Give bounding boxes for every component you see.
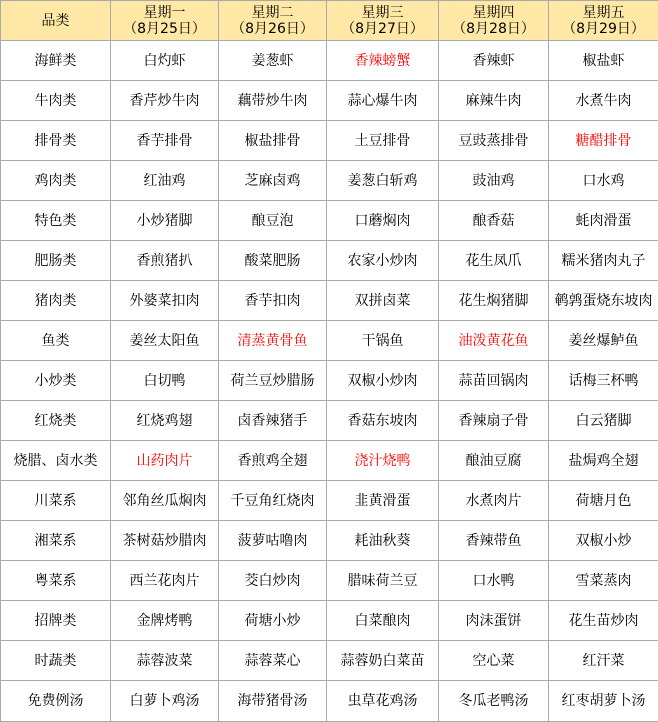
- dish-cell: 蒜蓉奶白菜苗: [327, 641, 439, 681]
- dish-cell: 酿香菇: [439, 201, 549, 241]
- dish-cell: 豉油鸡: [439, 161, 549, 201]
- dish-cell: 外婆菜扣肉: [111, 281, 219, 321]
- dish-cell: 口蘑焖肉: [327, 201, 439, 241]
- table-row: [1, 321, 658, 361]
- table-row: [1, 121, 658, 161]
- table-row: [1, 361, 658, 401]
- dish-cell: 水煮牛肉: [549, 81, 658, 121]
- dish-cell: 海带猪骨汤: [219, 681, 327, 722]
- dish-cell: 香辣带鱼: [439, 521, 549, 561]
- dish-cell: 虫草花鸡汤: [327, 681, 439, 722]
- category-cell: 特色类: [1, 201, 111, 241]
- dish-cell: 清蒸黄骨鱼: [219, 321, 327, 361]
- dish-cell: 蒜蓉菜心: [219, 641, 327, 681]
- dish-cell: 酿油豆腐: [439, 441, 549, 481]
- day-date: （8月28日）: [441, 21, 546, 37]
- day-header: [111, 1, 219, 41]
- dish-cell: 姜丝爆鲈鱼: [549, 321, 658, 361]
- dish-cell: 水煮肉片: [439, 481, 549, 521]
- dish-cell: 糯米猪肉丸子: [549, 241, 658, 281]
- day-header: [439, 1, 549, 41]
- day-header: [219, 1, 327, 41]
- dish-cell: 浇汁烧鸭: [327, 441, 439, 481]
- dish-cell: 干锅鱼: [327, 321, 439, 361]
- dish-cell: 土豆排骨: [327, 121, 439, 161]
- category-header: 品类: [1, 1, 111, 41]
- dish-cell: 油泼黄花鱼: [439, 321, 549, 361]
- dish-cell: 白萝卜鸡汤: [111, 681, 219, 722]
- table-row: [1, 241, 658, 281]
- menu-header: [1, 1, 658, 41]
- dish-cell: 红烧鸡翅: [111, 401, 219, 441]
- dish-cell: 西兰花肉片: [111, 561, 219, 601]
- day-date: （8月26日）: [221, 21, 324, 37]
- day-name: 星期五: [551, 5, 656, 21]
- dish-cell: 口水鸡: [549, 161, 658, 201]
- dish-cell: 姜葱白斩鸡: [327, 161, 439, 201]
- day-header: [549, 1, 658, 41]
- category-cell: 红烧类: [1, 401, 111, 441]
- dish-cell: 茭白炒肉: [219, 561, 327, 601]
- dish-cell: 盐焗鸡全翅: [549, 441, 658, 481]
- dish-cell: 白灼虾: [111, 41, 219, 81]
- day-header: [327, 1, 439, 41]
- category-cell: 烧腊、卤水类: [1, 441, 111, 481]
- dish-cell: 山药肉片: [111, 441, 219, 481]
- dish-cell: 小炒猪脚: [111, 201, 219, 241]
- dish-cell: 邻角丝瓜焖肉: [111, 481, 219, 521]
- table-row: [1, 161, 658, 201]
- category-cell: 猪肉类: [1, 281, 111, 321]
- day-name: 星期四: [441, 5, 546, 21]
- category-cell: 肥肠类: [1, 241, 111, 281]
- table-row: [1, 481, 658, 521]
- day-date: （8月25日）: [113, 21, 216, 37]
- day-name: 星期二: [221, 5, 324, 21]
- dish-cell: 蒜心爆牛肉: [327, 81, 439, 121]
- table-row: [1, 601, 658, 641]
- table-row: [1, 201, 658, 241]
- day-name: 星期一: [113, 5, 216, 21]
- dish-cell: 双椒小炒肉: [327, 361, 439, 401]
- category-cell: 小炒类: [1, 361, 111, 401]
- dish-cell: 雪菜蒸肉: [549, 561, 658, 601]
- dish-cell: 冬瓜老鸭汤: [439, 681, 549, 722]
- dish-cell: 花生焖猪脚: [439, 281, 549, 321]
- table-row: [1, 681, 658, 722]
- dish-cell: 香煎鸡全翅: [219, 441, 327, 481]
- table-row: [1, 81, 658, 121]
- table-row: [1, 281, 658, 321]
- menu-body: [1, 41, 658, 722]
- dish-cell: 花生凤爪: [439, 241, 549, 281]
- dish-cell: 椒盐排骨: [219, 121, 327, 161]
- table-row: [1, 521, 658, 561]
- dish-cell: 豆豉蒸排骨: [439, 121, 549, 161]
- dish-cell: 双拼卤菜: [327, 281, 439, 321]
- dish-cell: 姜丝太阳鱼: [111, 321, 219, 361]
- dish-cell: 花生苗炒肉: [549, 601, 658, 641]
- category-cell: 时蔬类: [1, 641, 111, 681]
- dish-cell: 金牌烤鸭: [111, 601, 219, 641]
- dish-cell: 香芹炒牛肉: [111, 81, 219, 121]
- category-cell: 排骨类: [1, 121, 111, 161]
- category-cell: 粤菜系: [1, 561, 111, 601]
- dish-cell: 口水鸭: [439, 561, 549, 601]
- dish-cell: 白切鸭: [111, 361, 219, 401]
- dish-cell: 千豆角红烧肉: [219, 481, 327, 521]
- dish-cell: 糖醋排骨: [549, 121, 658, 161]
- category-cell: 牛肉类: [1, 81, 111, 121]
- dish-cell: 蒜苗回锅肉: [439, 361, 549, 401]
- dish-cell: 椒盐虾: [549, 41, 658, 81]
- dish-cell: 麻辣牛肉: [439, 81, 549, 121]
- dish-cell: 芝麻卤鸡: [219, 161, 327, 201]
- dish-cell: 香辣扇子骨: [439, 401, 549, 441]
- header-row: [1, 1, 658, 41]
- dish-cell: 卤香辣猪手: [219, 401, 327, 441]
- category-cell: 鱼类: [1, 321, 111, 361]
- dish-cell: 白云猪脚: [549, 401, 658, 441]
- category-cell: 招牌类: [1, 601, 111, 641]
- day-date: （8月27日）: [329, 21, 436, 37]
- category-cell: 鸡肉类: [1, 161, 111, 201]
- category-cell: 免费例汤: [1, 681, 111, 722]
- dish-cell: 姜葱虾: [219, 41, 327, 81]
- table-row: [1, 441, 658, 481]
- dish-cell: 鹌鹑蛋烧东坡肉: [549, 281, 658, 321]
- dish-cell: 香辣虾: [439, 41, 549, 81]
- dish-cell: 菠萝咕噜肉: [219, 521, 327, 561]
- dish-cell: 双椒小炒: [549, 521, 658, 561]
- dish-cell: 蒜蓉波菜: [111, 641, 219, 681]
- dish-cell: 香菇东坡肉: [327, 401, 439, 441]
- dish-cell: 红油鸡: [111, 161, 219, 201]
- dish-cell: 香芋排骨: [111, 121, 219, 161]
- dish-cell: 红枣胡萝卜汤: [549, 681, 658, 722]
- dish-cell: 荷塘小炒: [219, 601, 327, 641]
- dish-cell: 藕带炒牛肉: [219, 81, 327, 121]
- dish-cell: 香辣螃蟹: [327, 41, 439, 81]
- dish-cell: 肉沫蛋饼: [439, 601, 549, 641]
- dish-cell: 话梅三杯鸭: [549, 361, 658, 401]
- dish-cell: 韭黄滑蛋: [327, 481, 439, 521]
- table-row: [1, 401, 658, 441]
- dish-cell: 香芋扣肉: [219, 281, 327, 321]
- category-cell: 川菜系: [1, 481, 111, 521]
- dish-cell: 耗油秋葵: [327, 521, 439, 561]
- table-row: [1, 561, 658, 601]
- dish-cell: 红汗菜: [549, 641, 658, 681]
- dish-cell: 空心菜: [439, 641, 549, 681]
- dish-cell: 香煎猪扒: [111, 241, 219, 281]
- category-cell: 湘菜系: [1, 521, 111, 561]
- day-name: 星期三: [329, 5, 436, 21]
- dish-cell: 白菜酿肉: [327, 601, 439, 641]
- category-cell: 海鲜类: [1, 41, 111, 81]
- dish-cell: 荷塘月色: [549, 481, 658, 521]
- table-row: [1, 41, 658, 81]
- dish-cell: 农家小炒肉: [327, 241, 439, 281]
- dish-cell: 腊味荷兰豆: [327, 561, 439, 601]
- dish-cell: 茶树菇炒腊肉: [111, 521, 219, 561]
- day-date: （8月29日）: [551, 21, 656, 37]
- dish-cell: 荷兰豆炒腊肠: [219, 361, 327, 401]
- table-row: [1, 641, 658, 681]
- dish-cell: 酿豆泡: [219, 201, 327, 241]
- dish-cell: 蚝肉滑蛋: [549, 201, 658, 241]
- dish-cell: 酸菜肥肠: [219, 241, 327, 281]
